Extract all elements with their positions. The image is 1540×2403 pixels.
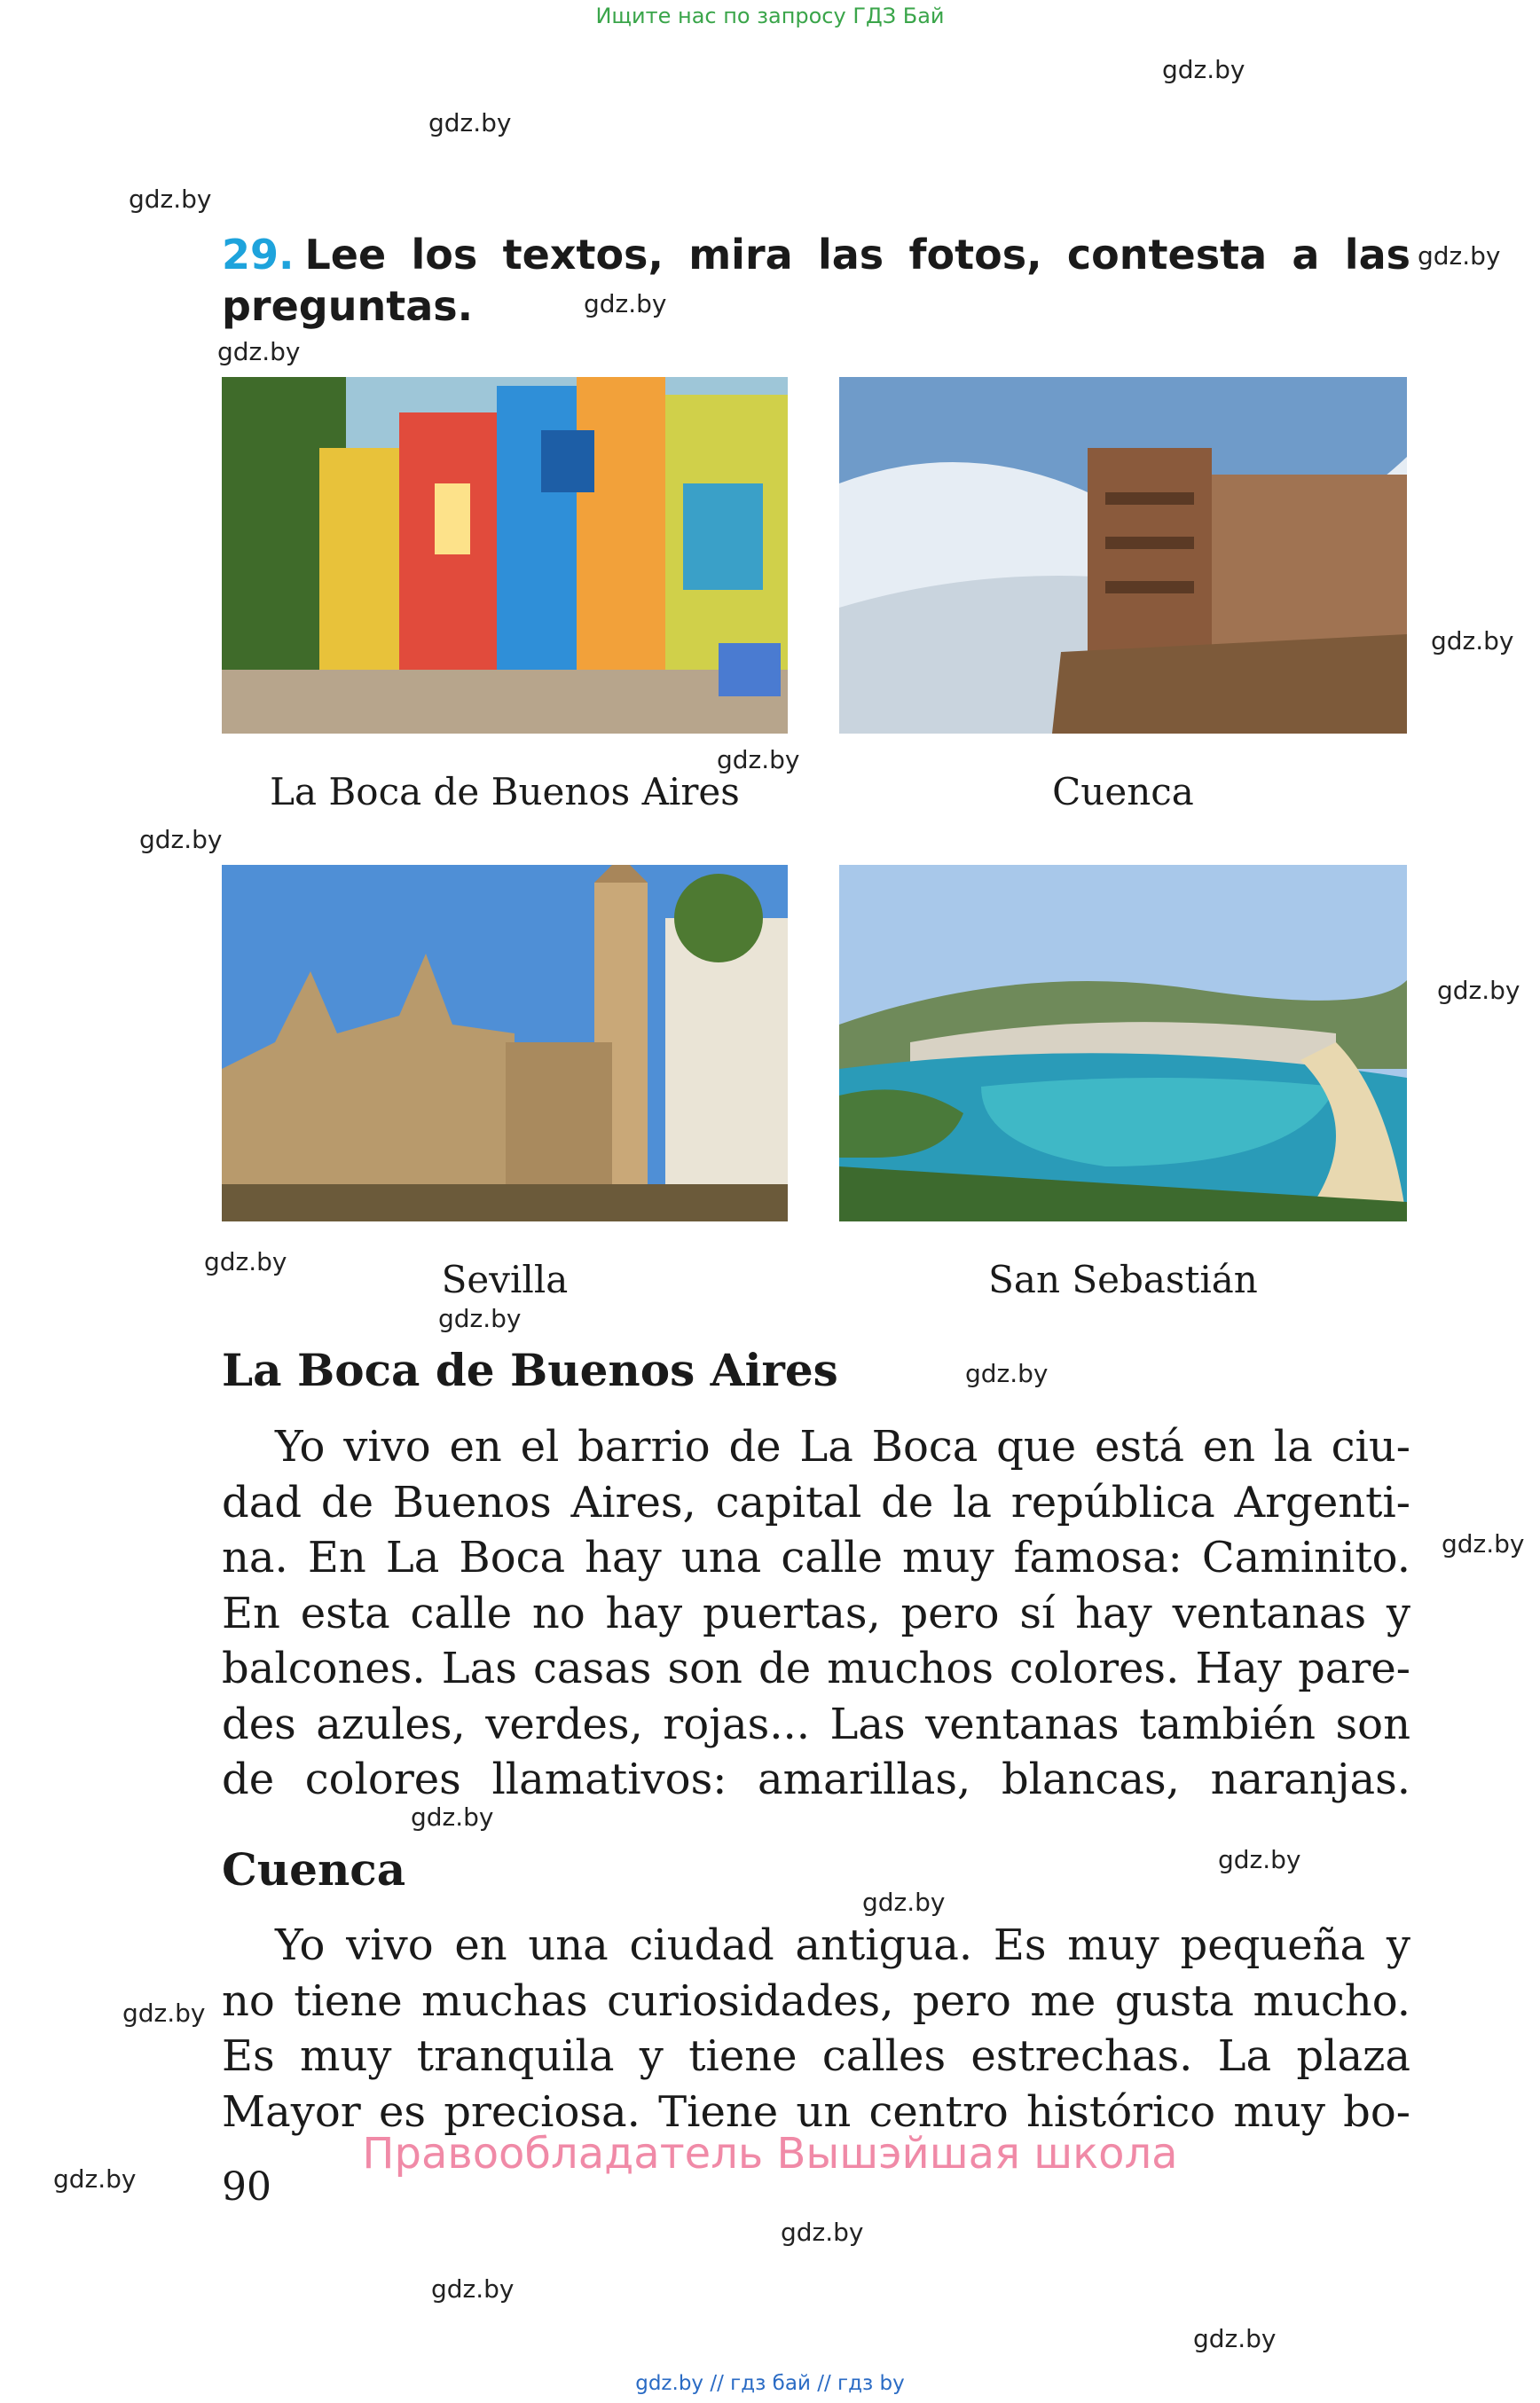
text-line: En esta calle no hay puertas, pero sí hay ventanas y: [222, 1588, 1410, 1638]
watermark: gdz.by: [1418, 241, 1501, 271]
watermark: gdz.by: [139, 825, 223, 854]
section-title-cuenca: Cuenca: [222, 1843, 406, 1896]
watermark: gdz.by: [428, 108, 512, 137]
watermark: gdz.by: [1442, 1529, 1525, 1559]
watermark: gdz.by: [204, 1247, 287, 1276]
watermark: gdz.by: [129, 185, 212, 214]
photo-la-boca: [222, 377, 788, 734]
section-text-la-boca: [222, 1419, 1410, 1808]
watermark: gdz.by: [431, 2274, 515, 2304]
section-text-cuenca: [222, 1918, 1410, 2140]
photo-caption-cuenca: Cuenca: [1052, 770, 1194, 813]
watermark: gdz.by: [781, 2218, 864, 2247]
watermark: gdz.by: [1218, 1845, 1301, 1874]
watermark: gdz.by: [717, 745, 800, 774]
exercise-number: 29.: [222, 231, 295, 279]
text-line: des azules, verdes, rojas... Las ventanas también son: [222, 1699, 1410, 1749]
watermark: gdz.by: [411, 1802, 494, 1832]
photo-san-sebastian: [839, 865, 1407, 1221]
text-line: Yo vivo en una ciudad antigua. Es muy pequeña y: [275, 1920, 1410, 1970]
watermark: gdz.by: [862, 1888, 946, 1917]
bottom-banner: gdz.by // гдз бай // гдз by: [635, 2372, 905, 2395]
text-line: Yo vivo en el barrio de La Boca que está en la ciu-: [275, 1422, 1410, 1472]
page-number: 90: [222, 2164, 271, 2210]
photo-sevilla: [222, 865, 788, 1221]
watermark: gdz.by: [1162, 55, 1245, 84]
text-line: balcones. Las casas son de muchos colores. Hay pare-: [222, 1644, 1410, 1693]
section-title-la-boca: La Boca de Buenos Aires: [222, 1344, 838, 1396]
text-line: na. En La Boca hay una calle muy famosa: Caminito.: [222, 1533, 1410, 1582]
text-line: de colores llamativos: amarillas, blancas, naranjas.: [222, 1755, 1410, 1804]
watermark: gdz.by: [53, 2164, 137, 2194]
text-line: Es muy tranquila y tiene calles estrechas. La plaza: [222, 2031, 1410, 2081]
watermark: gdz.by: [1431, 626, 1514, 656]
top-banner: Ищите нас по запросу ГДЗ Бай: [595, 4, 945, 28]
watermark: gdz.by: [217, 337, 301, 366]
photo-caption-sevilla: Sevilla: [441, 1258, 569, 1301]
exercise-heading: [222, 229, 1410, 332]
photo-caption-la-boca: La Boca de Buenos Aires: [270, 770, 740, 813]
exercise-title: Lee los textos, mira las fotos, contesta a las preguntas.: [222, 231, 1410, 330]
text-line: dad de Buenos Aires, capital de la república Argenti-: [222, 1477, 1410, 1527]
text-line: Mayor es preciosa. Tiene un centro histórico muy bo-: [222, 2086, 1410, 2137]
photo-cuenca: [839, 377, 1407, 734]
watermark: gdz.by: [122, 1999, 206, 2028]
photo-caption-san-sebastian: San Sebastián: [988, 1258, 1258, 1301]
watermark: gdz.by: [1437, 976, 1520, 1005]
watermark: gdz.by: [438, 1304, 522, 1333]
copyright-notice: Правообладатель Вышэйшая школа: [362, 2129, 1178, 2179]
watermark: gdz.by: [965, 1359, 1049, 1388]
watermark: gdz.by: [1193, 2324, 1277, 2353]
text-line: no tiene muchas curiosidades, pero me gusta mucho.: [222, 1975, 1410, 2026]
watermark: gdz.by: [584, 289, 667, 318]
